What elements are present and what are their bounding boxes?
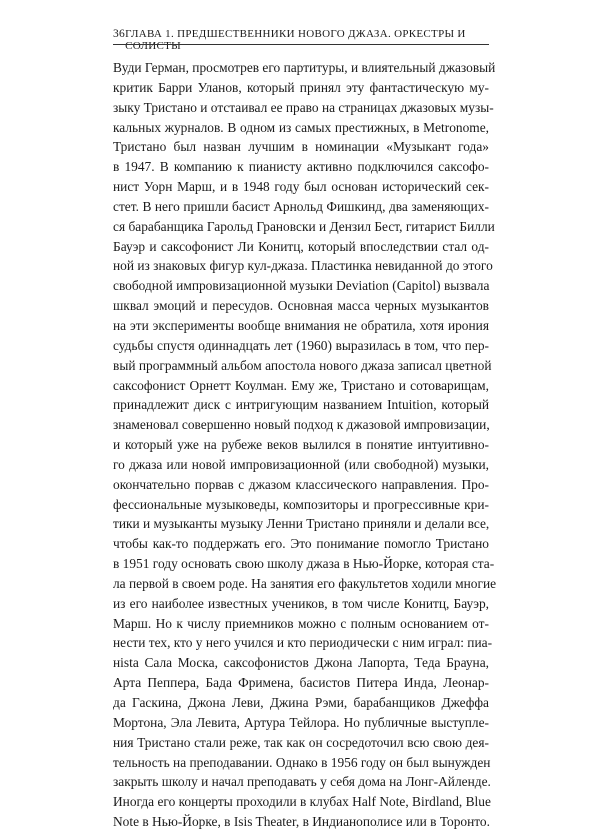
text-line: критик Барри Уланов, который принял эту фантастическую му- [113,79,489,95]
text-line: шквал эмоций и пересудов. Основная масса черных музыкантов [113,298,489,314]
text-line: ла первой в своем роде. На занятия его факультетов ходили многие [113,575,497,591]
text-line: и который уже на рубеже веков вылился в понятие интуитивно- [113,437,489,453]
text-line: фессиональные музыковеды, композиторы и прогрессивные кри- [113,496,489,512]
text-line: судьбы спустя одиннадцать лет (1960) выразилась в том, что пер- [113,337,489,353]
text-line: чтобы как-то поддержать его. Это понимание помогло Тристано [113,536,489,552]
text-line: зыку Тристано и отстаивал ее право на страницах джазовых музы- [113,99,494,115]
text-line: ния Тристано стали реже, так как он сосредоточил всю свою дея- [113,734,489,750]
text-line: окончательно порвав с джазом классического направления. Про- [113,476,489,492]
text-line: кальных журналов. В одном из самых престижных, в Metronome, [113,119,489,135]
text-line: в 1951 году основать свою школу джаза в Нью-Йорке, которая ста- [113,556,495,572]
text-line: знаменовал совершенно новый подход к джазовой импровизации, [113,417,490,433]
page-number: 36 [113,28,126,40]
text-line: нista Сала Моска, саксофонистов Джона Лапорта, Теда Брауна, [113,655,489,671]
text-line: Мортона, Эла Левита, Артура Тейлора. Но публичные выступле- [113,714,489,730]
running-header [113,28,489,52]
text-line: ной из знаковых фигур кул-джаза. Пластинка невиданной до этого [113,258,493,274]
text-line: закрыть школу и начал преподавать у себя дома на Лонг-Айленде. [113,774,491,790]
text-line: нести тех, кто у него учился и кто периодически с ним играл: пиа- [113,635,493,651]
body-text [113,58,497,832]
text-line: Вуди Герман, просмотрев его партитуры, и влиятельный джазовый [113,60,496,75]
text-line: Тристано был назван лучшим в номинации «Музыкант года» [113,139,489,155]
text-line: Марш. Но к числу приемников можно с полным основанием от- [113,615,489,631]
text-line: в 1947. В компанию к пианисту активно подключился саксофо- [113,159,489,175]
text-line: Арта Пеппера, Бада Фримена, басистов Питера Инда, Леонар- [113,675,489,691]
text-line: на эти эксперименты вообще внимания не обратила, хотя ирония [113,317,489,333]
text-line: Бауэр и саксофонист Ли Конитц, который впоследствии стал од- [113,238,489,254]
header-rule [113,44,489,45]
text-line: тельность на преподавании. Однако в 1956 году он был вынужден [113,754,491,770]
text-line: свободной импровизационной музыки Deviation (Capitol) вызвала [113,278,490,294]
text-line: вый программный альбом апостола нового джаза записал цветной [113,357,492,373]
text-line: принадлежит диск с интригующим названием Intuition, который [113,397,489,413]
text-line: Иногда его концерты проходили в клубах Half Note, Birdland, Blue [113,794,491,810]
text-line: Note в Нью-Йорке, в Isis Theater, в Индианополисе или в Торонто. [113,814,490,830]
text-line: стет. В него пришли басист Арнольд Фишкинд, два заменяющих- [113,198,489,214]
text-line: ся барабанщика Гарольд Грановски и Дензил Бест, гитарист Билли [113,218,495,234]
text-line: тики и музыканты музыку Ленни Тристано приняли и делали все, [113,516,490,532]
text-line: саксофонист Орнетт Коулман. Ему же, Тристано и сотоварищам, [113,377,489,393]
text-line: нист Уорн Марш, и в 1948 году был основан исторический сек- [113,179,489,195]
text-line: да Гаскина, Джона Леви, Джина Рэми, барабанщиков Джеффа [113,695,489,710]
chapter-title: ГЛАВА 1. ПРЕДШЕСТВЕННИКИ НОВОГО ДЖАЗА. ОРКЕСТРЫ И СОЛИСТЫ [125,28,466,52]
text-line: го джаза или новой импровизационной (или свободной) музыки, [113,456,489,472]
text-line: из его наиболее известных учеников, в том числе Конитц, Бауэр, [113,595,489,611]
